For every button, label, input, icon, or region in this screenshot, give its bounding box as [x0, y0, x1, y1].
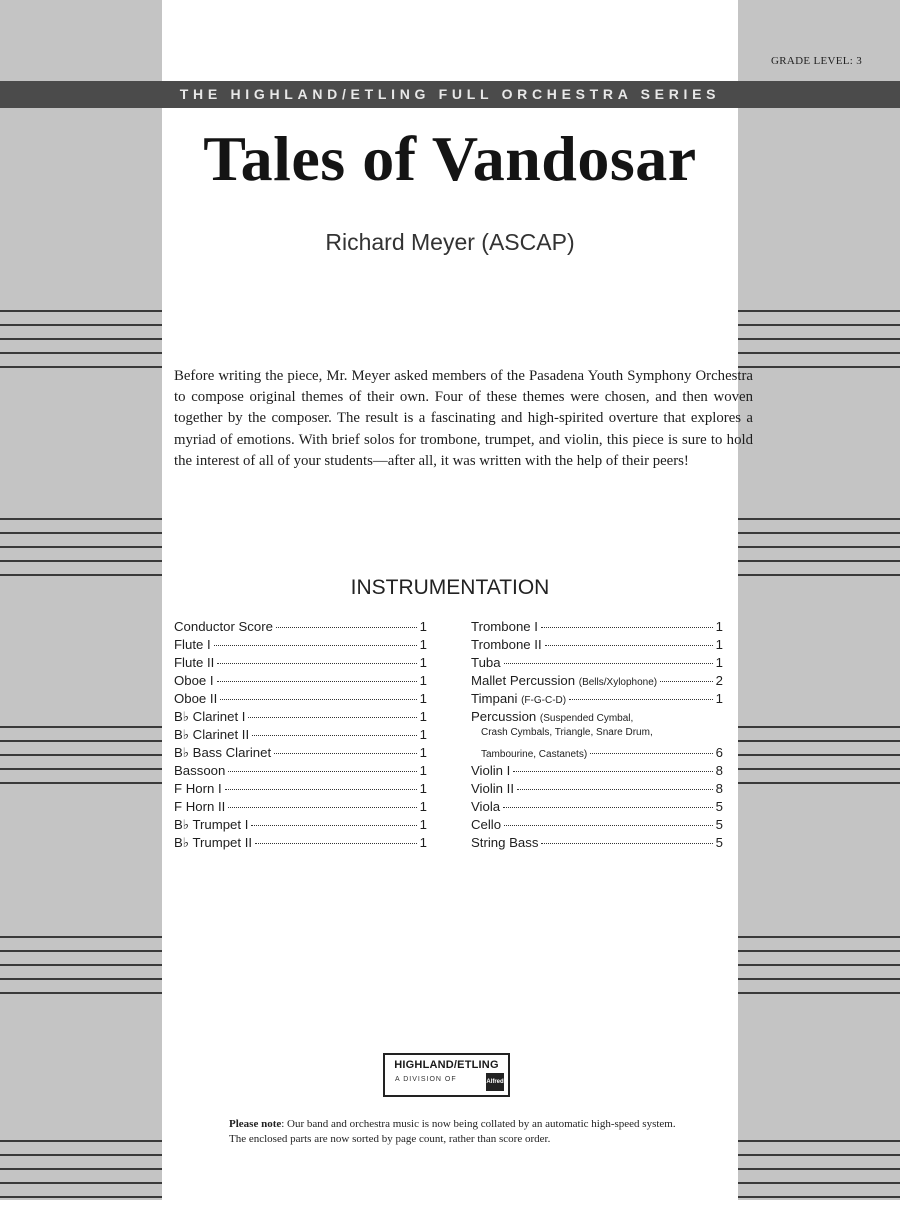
- instrument-row: Mallet Percussion (Bells/Xylophone) 2: [471, 673, 723, 688]
- description: Before writing the piece, Mr. Meyer asked members of the Pasadena Youth Symphony Orchestra to compose original themes of their own. Four of these themes were chosen, and then woven together by the composer. The result is a fascinating and high-spirited overture that explores a myriad of emotions. With brief solos for trombone, trumpet, and violin, this piece is sure to hold the interest of all of your students—after all, it was written with the help of their peers!: [174, 368, 753, 469]
- instrumentation-right-column: [471, 619, 723, 853]
- instrument-row: B♭ Clarinet II 1: [174, 727, 427, 742]
- footer-note: [229, 1117, 689, 1146]
- instrument-row: Cello 5: [471, 817, 723, 832]
- instrument-row-detail: Crash Cymbals, Triangle, Snare Drum,: [481, 727, 653, 738]
- instrument-row: B♭ Bass Clarinet 1: [174, 745, 427, 760]
- instrumentation-heading: INSTRUMENTATION: [350, 576, 550, 599]
- instrument-row: Violin I 8: [471, 763, 723, 778]
- instrument-row: Timpani (F-G-C-D) 1: [471, 691, 723, 706]
- instrument-row: Flute I 1: [174, 637, 427, 652]
- footer-note-label: Please note: [229, 1118, 282, 1130]
- composer: Richard Meyer (ASCAP): [325, 229, 575, 255]
- instrument-row: Percussion (Suspended Cymbal,: [471, 709, 634, 724]
- instrument-row: Viola 5: [471, 799, 723, 814]
- instrument-row: Oboe I 1: [174, 673, 427, 688]
- instrument-row: Oboe II 1: [174, 691, 427, 706]
- instrument-row: String Bass 5: [471, 835, 723, 850]
- instrument-row: F Horn I 1: [174, 781, 427, 796]
- instrument-row: F Horn II 1: [174, 799, 427, 814]
- instrument-row: Conductor Score 1: [174, 619, 427, 634]
- grade-level: GRADE LEVEL: 3: [771, 55, 862, 67]
- footer-note-text: : Our band and orchestra music is now being collated by an automatic high-speed system. The enclosed parts are now sorted by page count, rather than score order.: [229, 1118, 676, 1145]
- series-banner-text: THE HIGHLAND/ETLING FULL ORCHESTRA SERIES: [179, 86, 721, 102]
- instrument-row: B♭ Trumpet II 1: [174, 835, 427, 850]
- instrument-row: B♭ Trumpet I 1: [174, 817, 427, 832]
- publisher-logo-name: HIGHLAND/ETLING: [394, 1059, 499, 1071]
- instrument-row: Tuba 1: [471, 655, 723, 670]
- instrumentation-left-column: [174, 619, 427, 853]
- instrument-row: Bassoon 1: [174, 763, 427, 778]
- page-title: Tales of Vandosar: [203, 123, 697, 194]
- publisher-logo-division: A DIVISION OF: [395, 1076, 457, 1083]
- instrument-row: Trombone I 1: [471, 619, 723, 634]
- instrument-row: B♭ Clarinet I 1: [174, 709, 427, 724]
- instrument-row: Trombone II 1: [471, 637, 723, 652]
- alfred-logo-icon: Alfred: [486, 1073, 504, 1091]
- publisher-logo: [383, 1053, 510, 1097]
- instrument-row-detail: Tambourine, Castanets) 6: [481, 745, 723, 760]
- instrument-row: Flute II 1: [174, 655, 427, 670]
- instrument-row: Violin II 8: [471, 781, 723, 796]
